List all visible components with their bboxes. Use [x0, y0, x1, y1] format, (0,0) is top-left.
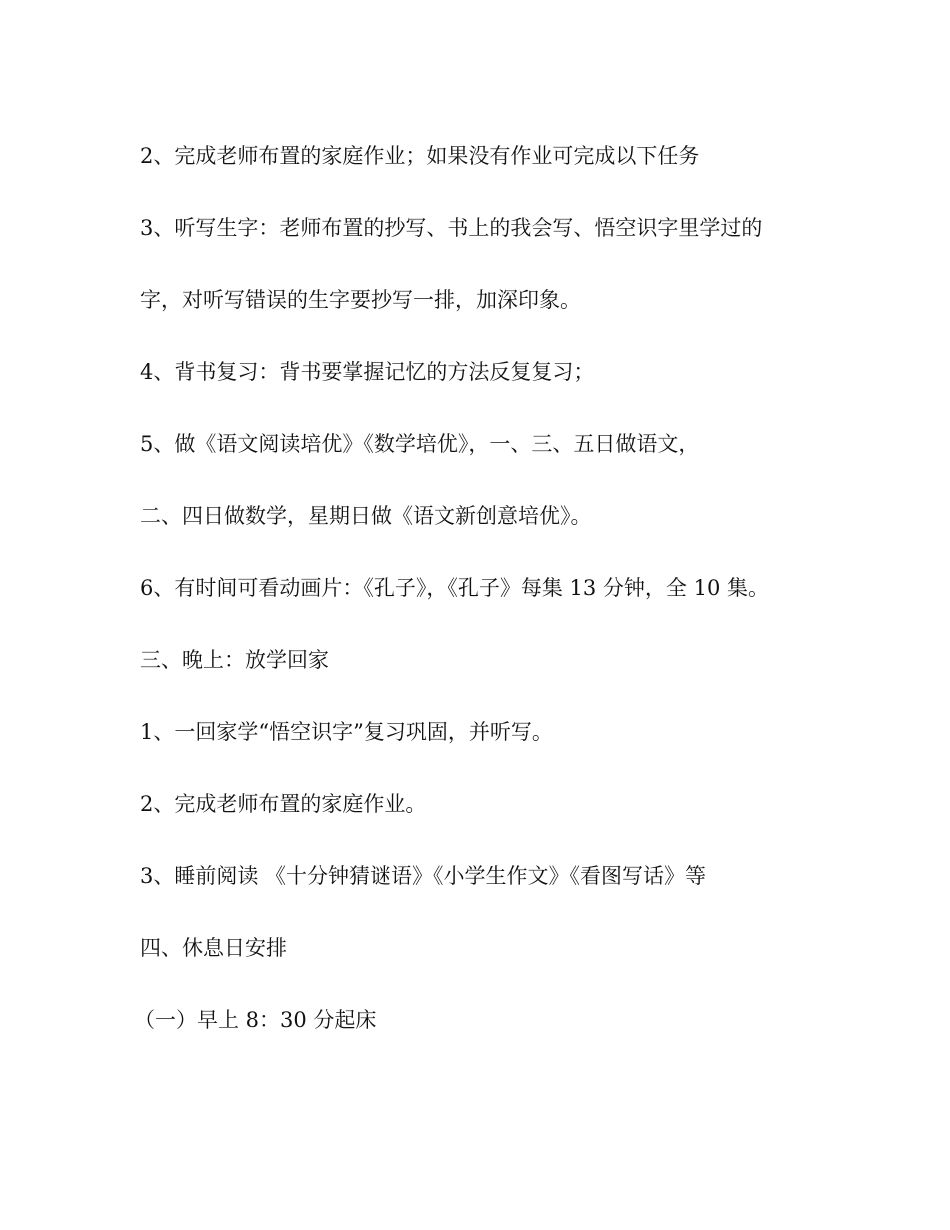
- text-line-workbooks: 5、做《语文阅读培优》《数学培优》，一、三、五日做语文，: [140, 432, 700, 456]
- text-line-recitation: 4、背书复习：背书要掌握记忆的方法反复复习；: [140, 360, 595, 384]
- text-line-cartoon: 6、有时间可看动画片：《孔子》，《孔子》每集 13 分钟，全 10 集。: [140, 576, 770, 600]
- subsection-heading-wake-up: （一）早上 8：30 分起床: [134, 1008, 377, 1032]
- text-line-bedtime-reading: 3、睡前阅读 《十分钟猜谜语》《小学生作文》《看图写话》等: [140, 864, 707, 888]
- section-heading-rest-day: 四、休息日安排: [140, 936, 287, 960]
- text-line-homework: 2、完成老师布置的家庭作业；如果没有作业可完成以下任务: [140, 144, 700, 168]
- text-line-workbooks-continued: 二、四日做数学，星期日做《语文新创意培优》。: [140, 504, 592, 528]
- text-line-homework-evening: 2、完成老师布置的家庭作业。: [140, 792, 427, 816]
- section-heading-evening: 三、晚上：放学回家: [140, 648, 329, 672]
- text-line-dictation-continued: 字，对听写错误的生字要抄写一排，加深印象。: [140, 288, 581, 312]
- text-line-dictation: 3、听写生字：老师布置的抄写、书上的我会写、悟空识字里学过的: [140, 216, 763, 240]
- text-line-review: 1、一回家学“悟空识字”复习巩固，并听写。: [140, 720, 553, 744]
